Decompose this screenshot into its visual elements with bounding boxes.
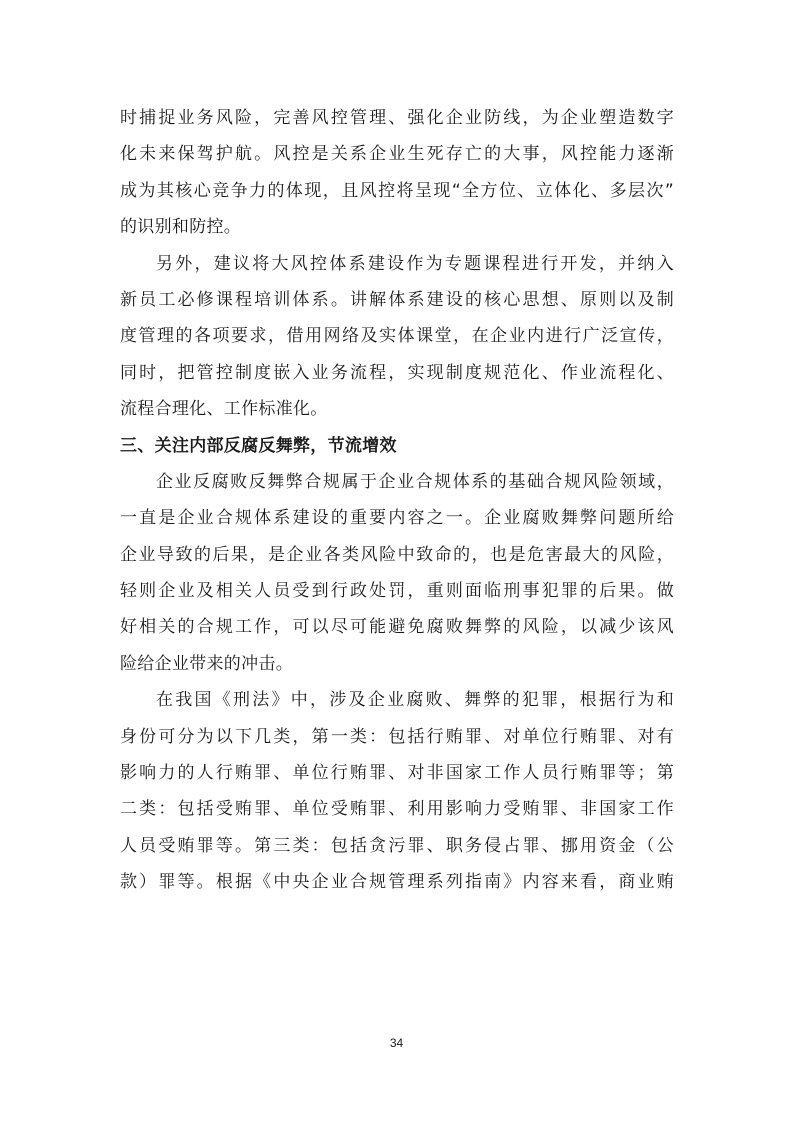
paragraph-line: 企业导致的后果，是企业各类风险中致命的，也是危害最大的风险，: [120, 544, 674, 565]
paragraph-line: 度管理的各项要求，借用网络及实体课堂，在企业内进行广泛宣传，: [120, 326, 674, 347]
body-text: [120, 100, 674, 901]
paragraph-line: 款）罪等。根据《中央企业合规管理系列指南》内容来看，商业贿: [120, 872, 674, 893]
paragraph-line: 的识别和防控。: [120, 217, 242, 238]
paragraph-line: 同时，把管控制度嵌入业务流程，实现制度规范化、作业流程化、: [120, 362, 674, 383]
paragraph-line: 流程合理化、工作标准化。: [120, 399, 328, 420]
paragraph-line: 在我国《刑法》中，涉及企业腐败、舞弊的犯罪，根据行为和: [156, 690, 674, 711]
page-number: 34: [389, 1036, 404, 1050]
paragraph-line: 影响力的人行贿罪、单位行贿罪、对非国家工作人员行贿罪等；第: [120, 763, 674, 784]
paragraph-line: 新员工必修课程培训体系。讲解体系建设的核心思想、原则以及制: [120, 289, 674, 310]
section-heading: 三、关注内部反腐反舞弊，节流增效: [120, 435, 397, 456]
paragraph-line: 险给企业带来的冲击。: [120, 653, 293, 674]
paragraph-line: 化未来保驾护航。风控是关系企业生死存亡的大事，风控能力逐渐: [120, 144, 674, 165]
paragraph-line: 身份可分为以下几类，第一类：包括行贿罪、对单位行贿罪、对有: [120, 726, 674, 747]
paragraph-line: 二类：包括受贿罪、单位受贿罪、利用影响力受贿罪、非国家工作: [120, 799, 674, 820]
paragraph-line: 一直是企业合规体系建设的重要内容之一。企业腐败舞弊问题所给: [120, 508, 674, 529]
paragraph-line: 时捕捉业务风险，完善风控管理、强化企业防线，为企业塑造数字: [120, 108, 674, 128]
paragraph-line: 另外，建议将大风控体系建设作为专题课程进行开发，并纳入: [156, 253, 674, 274]
paragraph-line: 成为其核心竞争力的体现，且风控将呈现“全方位、立体化、多层次”: [120, 180, 674, 201]
paragraph-line: 企业反腐败反舞弊合规属于企业合规体系的基础合规风险领域，: [156, 471, 674, 492]
paragraph-line: 轻则企业及相关人员受到行政处罚，重则面临刑事犯罪的后果。做: [120, 581, 674, 602]
paragraph-line: 好相关的合规工作，可以尽可能避免腐败舞弊的风险，以减少该风: [120, 617, 674, 638]
paragraph-line: 人员受贿罪等。第三类：包括贪污罪、职务侵占罪、挪用资金（公: [120, 835, 674, 856]
